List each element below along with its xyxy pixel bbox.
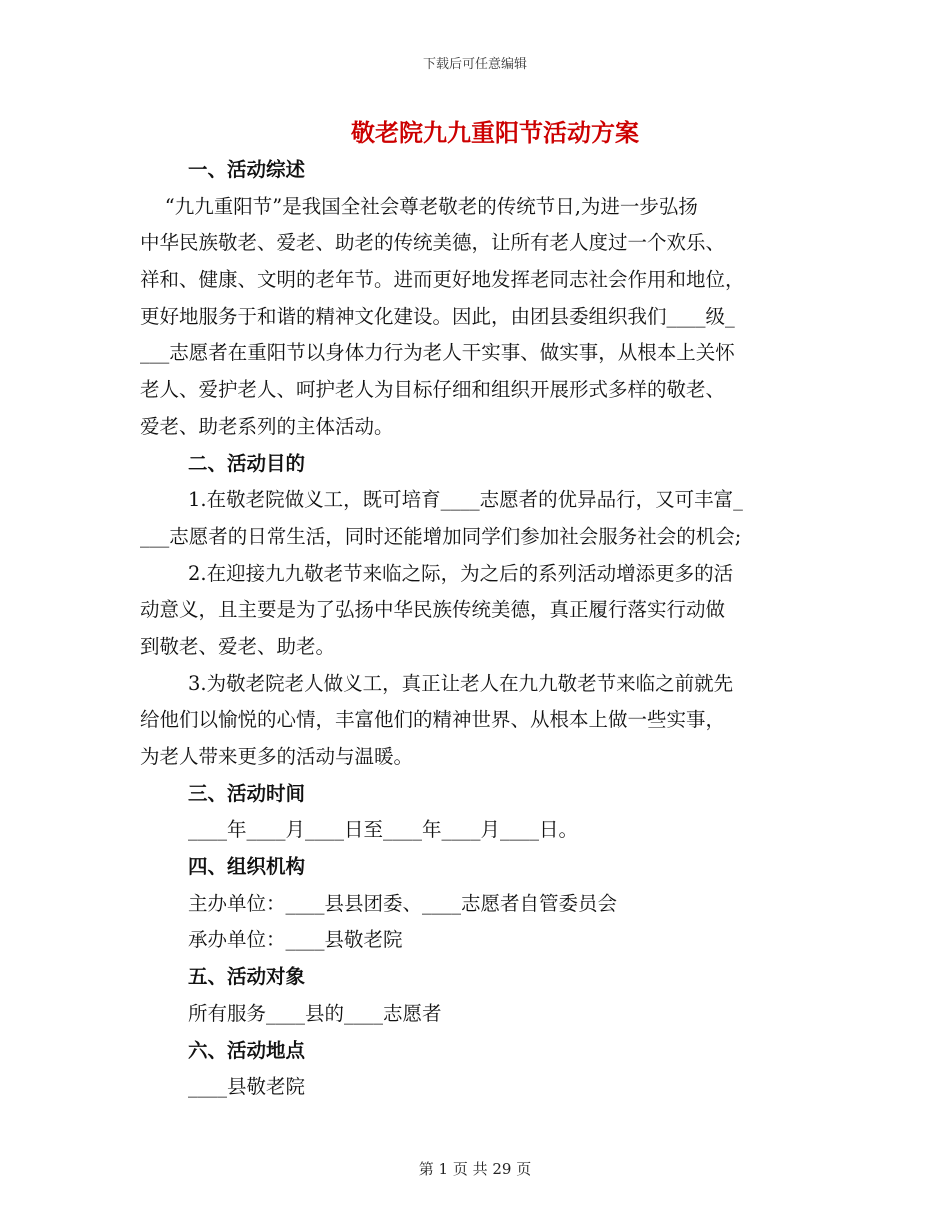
body-text-line: ___志愿者的日常生活，同时还能增加同学们参加社会服务社会的机会; [140, 524, 742, 548]
section-heading: 五、活动对象 [188, 965, 306, 989]
body-text-line: 到敬老、爱老、助老。 [140, 634, 336, 658]
header-note: 下载后可任意编辑 [422, 57, 527, 72]
body-text-line: “九九重阳节”是我国全社会尊老敬老的传统节日,为进一步弘扬 [140, 194, 698, 218]
section-heading: 四、组织机构 [188, 855, 306, 879]
body-text-line: 老人、爱护老人、呵护老人为目标仔细和组织开展形式多样的敬老、 [140, 378, 726, 402]
body-text-line: 3.为敬老院老人做义工，真正让老人在九九敬老节来临之前就先 [188, 671, 734, 695]
page-footer: 第 1 页 共 29 页 [418, 1160, 532, 1178]
body-text-line: 2.在迎接九九敬老节来临之际，为之后的系列活动增添更多的活 [188, 561, 734, 585]
body-text-line: ___志愿者在重阳节以身体力行为老人干实事、做实事，从根本上关怀 [140, 341, 735, 365]
body-text-line: 中华民族敬老、爱老、助老的传统美德，让所有老人度过一个欢乐、 [140, 231, 726, 255]
body-text-line: 给他们以愉悦的心情，丰富他们的精神世界、从根本上做一些实事， [140, 708, 726, 732]
body-text-line: 动意义，且主要是为了弘扬中华民族传统美德，真正履行落实行动做 [140, 598, 726, 622]
section-heading: 二、活动目的 [188, 451, 306, 475]
body-text-line: 主办单位：____县县团委、____志愿者自管委员会 [188, 891, 618, 915]
body-text-line: 更好地服务于和谐的精神文化建设。因此，由团县委组织我们____级_ [140, 304, 735, 328]
body-text-line: ____县敬老院 [188, 1075, 306, 1099]
section-heading: 六、活动地点 [188, 1038, 306, 1062]
document-title: 敬老院九九重阳节活动方案 [351, 118, 639, 147]
body-text-line: 1.在敬老院做义工，既可培育____志愿者的优异品行，又可丰富_ [188, 488, 743, 512]
body-text-line: 所有服务____县的____志愿者 [188, 1001, 442, 1025]
body-text-line: 承办单位：____县敬老院 [188, 928, 403, 952]
body-text-line: 爱老、助老系列的主体活动。 [140, 414, 394, 438]
document-body [140, 152, 830, 1106]
section-heading: 三、活动时间 [188, 781, 306, 805]
body-text-line: 为老人带来更多的活动与温暖。 [140, 745, 414, 768]
section-heading: 一、活动综述 [188, 158, 306, 181]
body-text-line: ____年____月____日至____年____月____日。 [188, 818, 579, 842]
body-text-line: 祥和、健康、文明的老年节。进而更好地发挥老同志社会作用和地位， [140, 268, 745, 292]
